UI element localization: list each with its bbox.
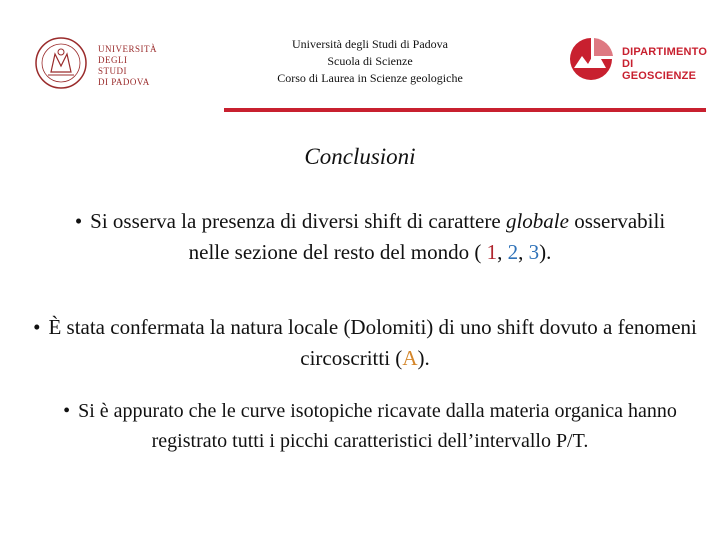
separator: , bbox=[497, 240, 508, 264]
bullet-marker: • bbox=[74, 209, 83, 233]
unipd-logo-line-2: DEGLI STUDI bbox=[98, 55, 128, 76]
dept-logo-line-1: DIPARTIMENTO bbox=[622, 46, 708, 58]
unipd-seal-icon bbox=[34, 36, 88, 90]
bullet-text: ). bbox=[417, 346, 430, 370]
reference-3: 3 bbox=[528, 240, 540, 264]
unipd-logo-line-1: UNIVERSITÀ bbox=[98, 44, 157, 54]
bullet-text: Si osserva la presenza di diversi shift di carattere bbox=[90, 209, 506, 233]
unipd-logo-text bbox=[98, 44, 157, 88]
dept-logo-line-2: DI GEOSCIENZE bbox=[622, 58, 697, 82]
school-name: Scuola di Scienze bbox=[327, 54, 413, 68]
institution-header bbox=[200, 36, 540, 87]
geoscience-dept-logo bbox=[566, 36, 708, 86]
separator: , bbox=[518, 240, 529, 264]
slide-title: Conclusioni bbox=[304, 144, 416, 169]
geoscience-logo-text bbox=[622, 46, 707, 82]
reference-2: 2 bbox=[507, 240, 519, 264]
bullet-marker: • bbox=[63, 400, 71, 422]
bullet-text: È stata confermata la natura locale (Dolomiti) di uno shift dovuto a fenomeni circoscritti ( bbox=[48, 315, 697, 370]
geoscience-mark-icon bbox=[566, 36, 616, 82]
bullet-text: ). bbox=[539, 240, 552, 264]
bullet-emphasis: globale bbox=[505, 209, 569, 233]
bullet-local-shift bbox=[20, 312, 710, 374]
header-divider bbox=[224, 108, 706, 112]
unipd-logo-line-3: DI PADOVA bbox=[98, 77, 150, 87]
reference-1: 1 bbox=[486, 240, 498, 264]
bullet-marker: • bbox=[33, 315, 41, 339]
header bbox=[0, 0, 720, 112]
bullet-global-shifts bbox=[60, 206, 680, 268]
reference-a: A bbox=[402, 346, 418, 370]
bullet-text: Si è appurato che le curve isotopiche ricavate dalla materia organica hanno registrato tutti i picchi caratteristici dell’intervallo P/T. bbox=[78, 400, 677, 452]
bullet-isotopic-curves bbox=[52, 396, 688, 456]
bullet-text: osservabili nelle sezione del resto del mondo ( bbox=[188, 209, 666, 264]
unipd-logo bbox=[34, 36, 157, 92]
degree-course: Corso di Laurea in Scienze geologiche bbox=[277, 71, 463, 85]
university-name: Università degli Studi di Padova bbox=[292, 37, 448, 51]
